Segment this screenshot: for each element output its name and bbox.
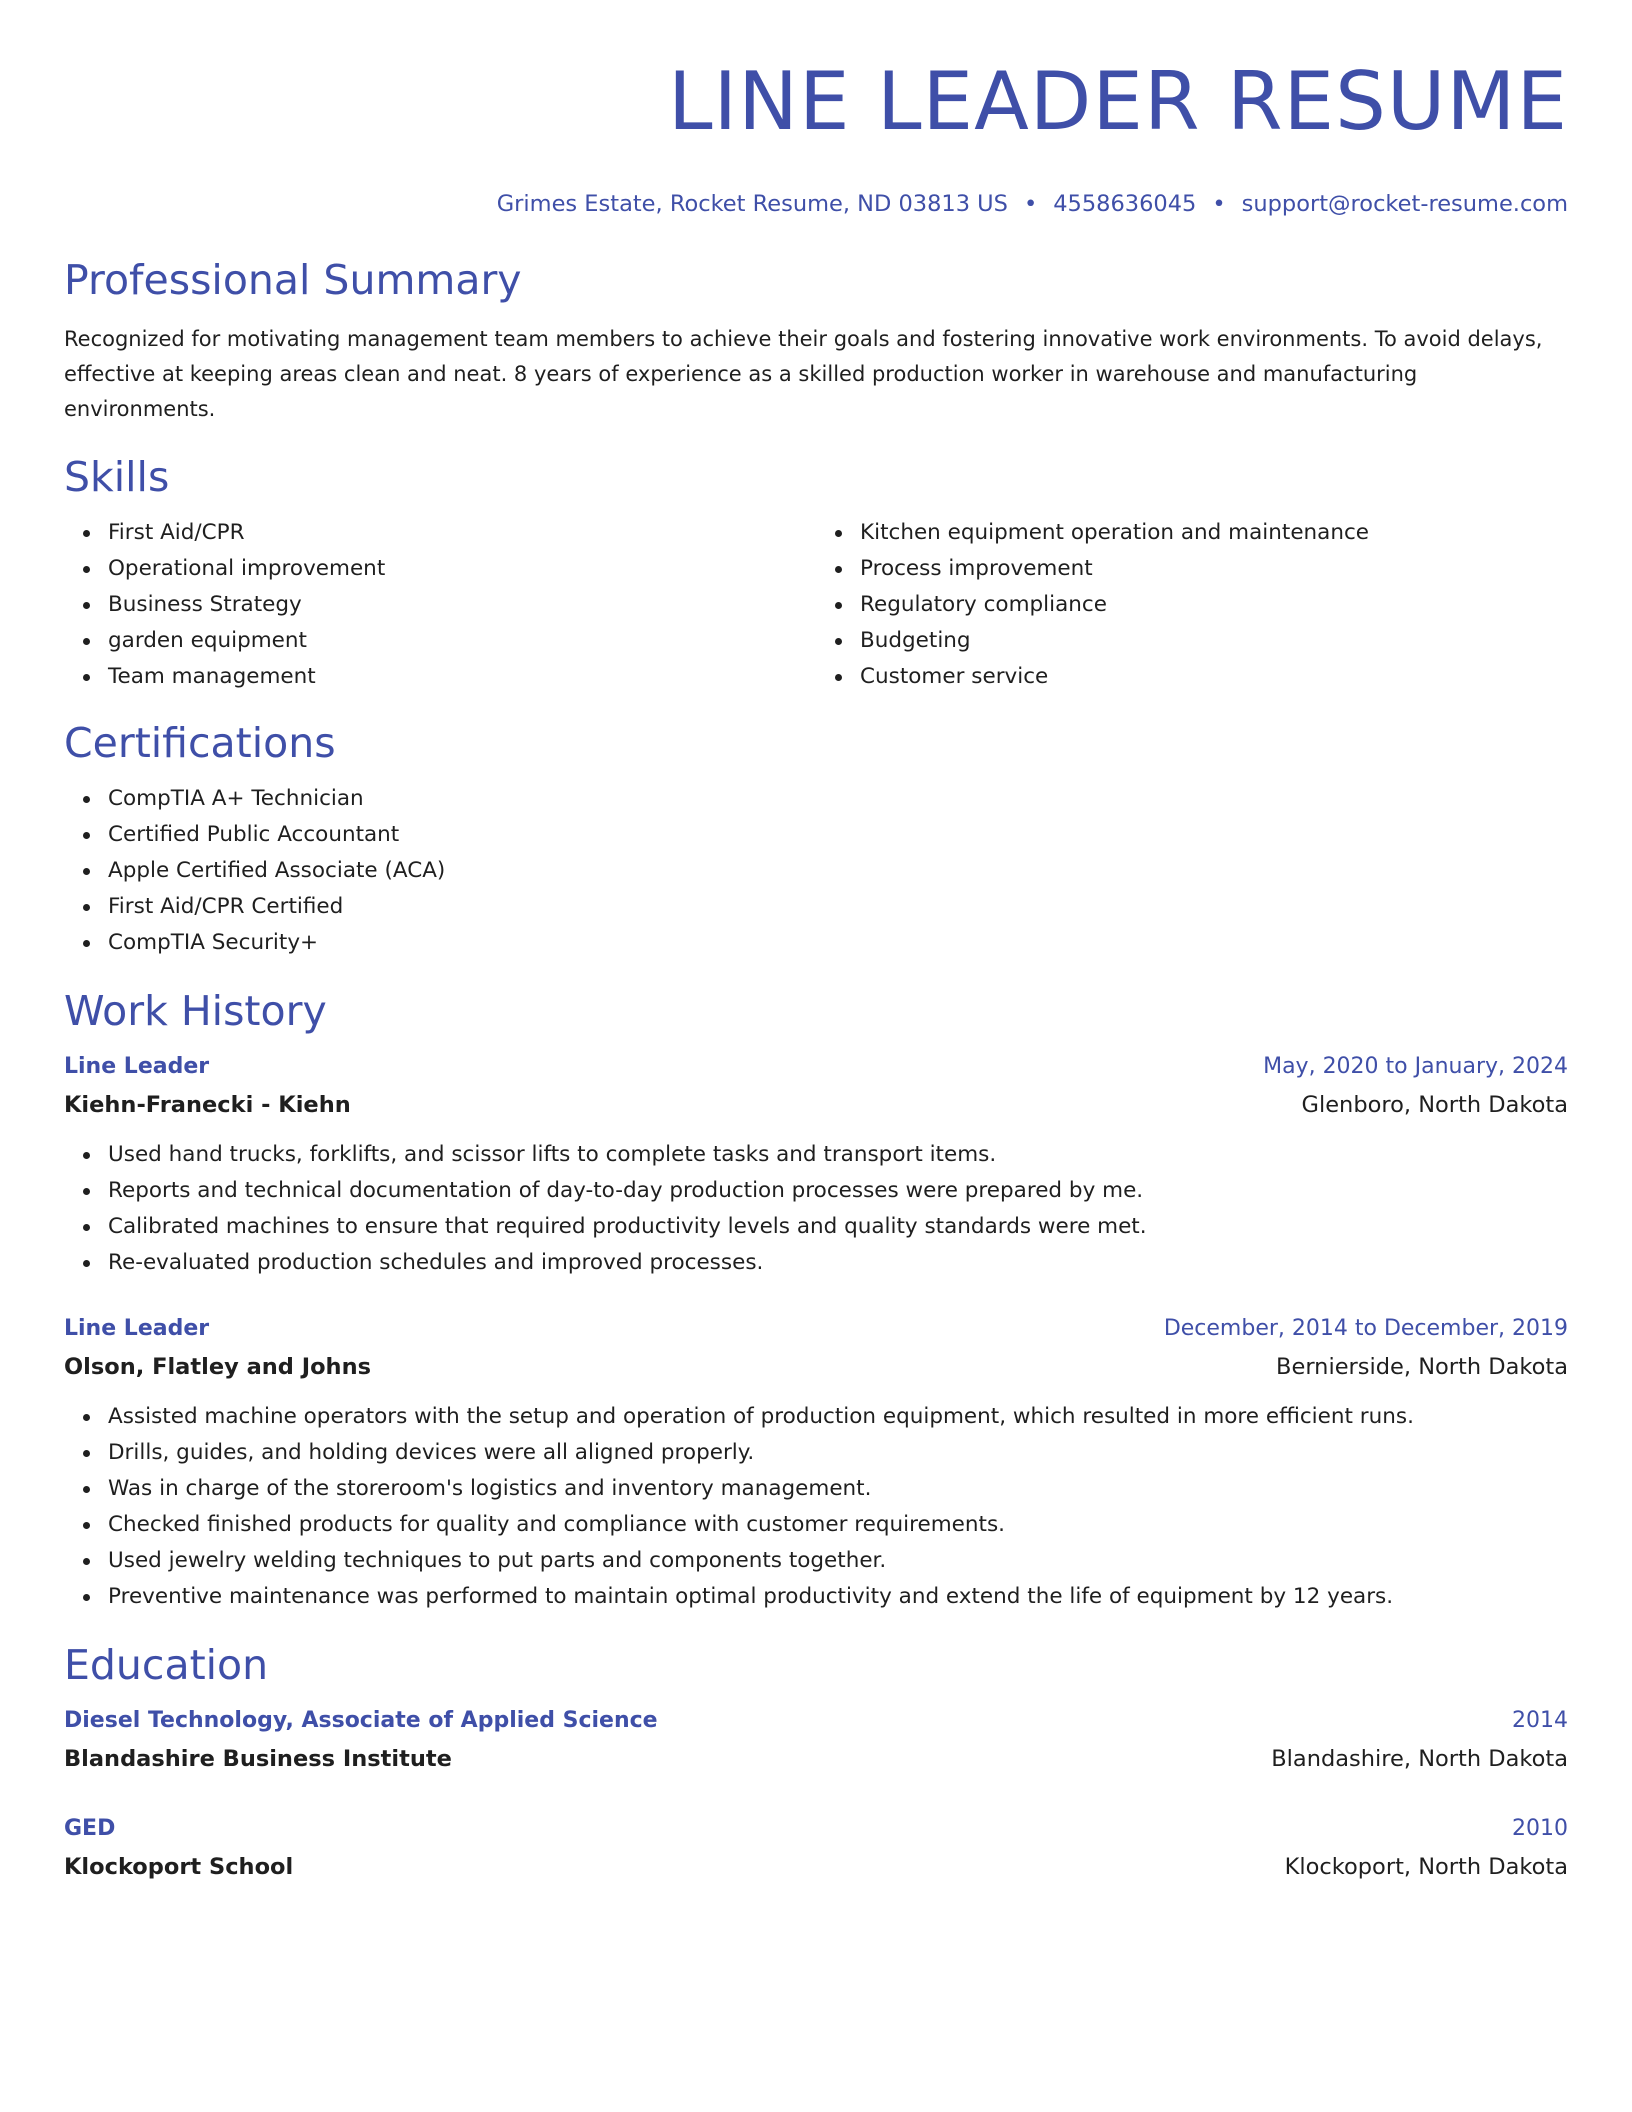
skills-column-left [64, 515, 816, 695]
job-dates: December, 2014 to December, 2019 [1163, 1316, 1568, 1341]
contact-line [64, 188, 1568, 220]
job-company-row [64, 1085, 1568, 1125]
contact-address: Grimes Estate, Rocket Resume, ND 03813 US [496, 191, 1008, 217]
job-bullet: Used hand trucks, forklifts, and scissor lifts to complete tasks and transport items. [108, 1137, 1568, 1173]
skill-item: Budgeting [860, 623, 1568, 659]
contact-phone[interactable]: 4558636045 [1053, 191, 1197, 217]
skills-column-right [816, 515, 1568, 695]
job-company: Olson, Flatley and Johns [64, 1354, 371, 1380]
job-dates: May, 2020 to January, 2024 [1263, 1054, 1568, 1079]
education-entry [64, 1703, 1568, 1779]
education-degree: GED [64, 1816, 116, 1841]
skill-item: Customer service [860, 659, 1568, 695]
education-year: 2014 [1512, 1708, 1568, 1733]
skill-item: Operational improvement [108, 551, 816, 587]
job-bullet: Assisted machine operators with the setup and operation of production equipment, which resulted in more efficient runs. [108, 1399, 1568, 1435]
section-heading-summary: Professional Summary [64, 256, 522, 304]
job-bullet: Used jewelry welding techniques to put parts and components together. [108, 1543, 1568, 1579]
job-bullet: Drills, guides, and holding devices were all aligned properly. [108, 1435, 1568, 1471]
certifications-section [64, 717, 1568, 961]
skill-item: garden equipment [108, 623, 816, 659]
job-bullet: Reports and technical documentation of day-to-day production processes were prepared by me. [108, 1173, 1568, 1209]
certification-item: CompTIA Security+ [108, 925, 1568, 961]
certification-item: First Aid/CPR Certified [108, 889, 1568, 925]
skills-list-left [64, 515, 816, 695]
job-company-row [64, 1347, 1568, 1387]
section-heading-skills: Skills [64, 453, 170, 501]
section-heading-certifications: Certifications [64, 719, 336, 767]
certification-item: CompTIA A+ Technician [108, 781, 1568, 817]
job-header-row [64, 1311, 1568, 1347]
skills-list-right [816, 515, 1568, 695]
job-bullet: Re-evaluated production schedules and improved processes. [108, 1245, 1568, 1281]
job-bullets [64, 1399, 1568, 1615]
education-year: 2010 [1512, 1816, 1568, 1841]
job-location: Bernierside, North Dakota [1276, 1354, 1568, 1380]
professional-summary-section [64, 254, 1568, 427]
work-history-section [64, 985, 1568, 1615]
job-company: Kiehn-Franecki - Kiehn [64, 1092, 351, 1118]
education-location: Blandashire, North Dakota [1271, 1746, 1568, 1772]
section-heading-education: Education [64, 1641, 269, 1689]
education-degree: Diesel Technology, Associate of Applied Science [64, 1708, 658, 1733]
job-header-row [64, 1049, 1568, 1085]
education-section [64, 1639, 1568, 1887]
certifications-list [64, 781, 1568, 961]
job-bullets [64, 1137, 1568, 1281]
education-school-row [64, 1739, 1568, 1779]
skill-item: Business Strategy [108, 587, 816, 623]
job-location: Glenboro, North Dakota [1301, 1092, 1568, 1118]
education-entry [64, 1811, 1568, 1887]
job-entry [64, 1311, 1568, 1615]
education-school: Blandashire Business Institute [64, 1746, 452, 1772]
skill-item: Process improvement [860, 551, 1568, 587]
skills-section [64, 451, 1568, 695]
contact-separator: • [1023, 191, 1038, 217]
resume-header [64, 0, 1568, 220]
job-bullet: Preventive maintenance was performed to maintain optimal productivity and extend the life of equipment by 12 years. [108, 1579, 1568, 1615]
education-header-row [64, 1703, 1568, 1739]
resume-title: LINE LEADER RESUME [667, 55, 1568, 148]
job-title: Line Leader [64, 1054, 210, 1079]
summary-text: Recognized for motivating management team members to achieve their goals and fostering innovative work environments. To avoid delays, effective at keeping areas clean and neat. 8 years of experience as a skilled production worker in warehouse and manufacturing environments. [64, 327, 1543, 421]
skill-item: Kitchen equipment operation and maintenance [860, 515, 1568, 551]
education-school-row [64, 1847, 1568, 1887]
job-bullet: Checked finished products for quality and compliance with customer requirements. [108, 1507, 1568, 1543]
job-entry [64, 1049, 1568, 1281]
education-header-row [64, 1811, 1568, 1847]
job-bullet: Calibrated machines to ensure that required productivity levels and quality standards were met. [108, 1209, 1568, 1245]
certification-item: Apple Certified Associate (ACA) [108, 853, 1568, 889]
education-location: Klockoport, North Dakota [1284, 1854, 1568, 1880]
skill-item: Regulatory compliance [860, 587, 1568, 623]
job-title: Line Leader [64, 1316, 210, 1341]
job-bullet: Was in charge of the storeroom's logistics and inventory management. [108, 1471, 1568, 1507]
certification-item: Certified Public Accountant [108, 817, 1568, 853]
contact-separator: • [1212, 191, 1226, 217]
section-heading-work-history: Work History [64, 987, 327, 1035]
education-school: Klockoport School [64, 1854, 294, 1880]
contact-email[interactable]: support@rocket-resume.com [1241, 191, 1568, 217]
skills-grid [64, 515, 1568, 695]
skill-item: First Aid/CPR [108, 515, 816, 551]
skill-item: Team management [108, 659, 816, 695]
